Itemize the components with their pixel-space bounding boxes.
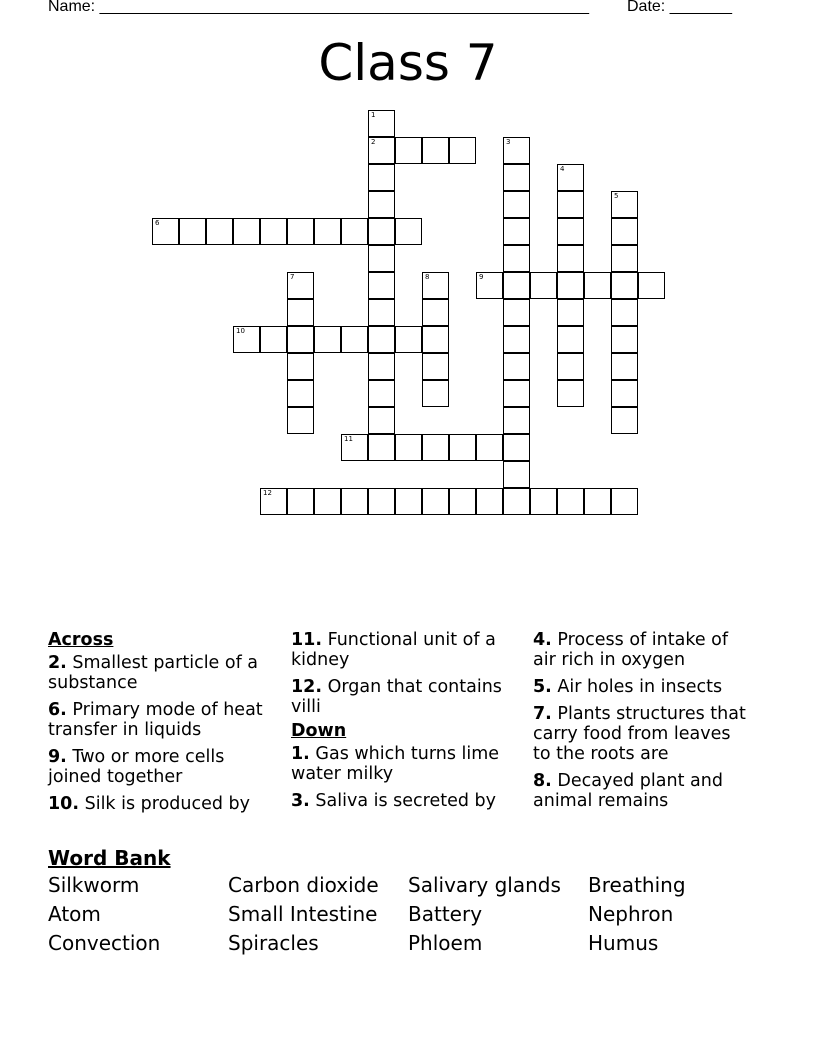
crossword-cell[interactable] xyxy=(449,488,476,515)
crossword-cell[interactable] xyxy=(503,164,530,191)
crossword-cell[interactable] xyxy=(260,218,287,245)
crossword-cell[interactable] xyxy=(341,488,368,515)
word-bank-item: Humus xyxy=(588,931,659,955)
word-bank-item: Phloem xyxy=(408,931,483,955)
crossword-cell[interactable] xyxy=(287,218,314,245)
word-bank-item: Breathing xyxy=(588,873,686,897)
crossword-cell[interactable] xyxy=(611,218,638,245)
page-title: Class 7 xyxy=(318,34,498,92)
crossword-cell[interactable] xyxy=(368,272,395,299)
crossword-cell[interactable] xyxy=(557,191,584,218)
crossword-cell[interactable] xyxy=(476,488,503,515)
crossword-cell[interactable] xyxy=(152,218,179,245)
header xyxy=(48,0,748,18)
crossword-cell[interactable] xyxy=(557,353,584,380)
crossword-cell[interactable] xyxy=(557,218,584,245)
crossword-cell[interactable] xyxy=(557,245,584,272)
crossword-cell[interactable] xyxy=(503,407,530,434)
clue-down-3: 3. Saliva is secreted by xyxy=(291,791,496,811)
crossword-cell[interactable] xyxy=(503,245,530,272)
crossword-cell[interactable] xyxy=(476,272,503,299)
clue-number: 12 xyxy=(263,489,272,497)
crossword-cell[interactable] xyxy=(422,299,449,326)
crossword-cell[interactable] xyxy=(557,326,584,353)
clues-column-2 xyxy=(291,630,507,818)
crossword-cell[interactable] xyxy=(314,326,341,353)
clue-across-10: 10. Silk is produced by xyxy=(48,794,251,814)
crossword-cell[interactable] xyxy=(287,488,314,515)
crossword-cell[interactable] xyxy=(287,407,314,434)
clue-across-2: 2. Smallest particle of a substance xyxy=(48,653,259,693)
crossword-cell[interactable] xyxy=(530,488,557,515)
crossword-cell[interactable] xyxy=(557,380,584,407)
crossword-cell[interactable] xyxy=(260,488,287,515)
clue-down-5: 5. Air holes in insects xyxy=(533,677,723,697)
crossword-cell[interactable] xyxy=(557,488,584,515)
crossword-cell[interactable] xyxy=(368,407,395,434)
crossword-cell[interactable] xyxy=(287,299,314,326)
crossword-cell[interactable] xyxy=(341,326,368,353)
crossword-cell[interactable] xyxy=(503,380,530,407)
crossword-cell[interactable] xyxy=(503,137,530,164)
crossword-cell[interactable] xyxy=(287,380,314,407)
crossword-cell[interactable] xyxy=(314,488,341,515)
crossword-cell[interactable] xyxy=(368,488,395,515)
crossword-cell[interactable] xyxy=(368,110,395,137)
clue-down-1: 1. Gas which turns lime water milky xyxy=(291,744,500,784)
crossword-cell[interactable] xyxy=(422,326,449,353)
clue-number: 6 xyxy=(155,219,160,227)
crossword-cell[interactable] xyxy=(368,434,395,461)
clue-down-7: 7. Plants structures that carry food from leaves to the roots are xyxy=(533,704,746,764)
clue-down-8: 8. Decayed plant and animal remains xyxy=(533,771,723,811)
word-bank-item: Small Intestine xyxy=(228,902,378,926)
word-bank-item: Convection xyxy=(48,931,161,955)
crossword-cell[interactable] xyxy=(611,191,638,218)
crossword-cell[interactable] xyxy=(557,299,584,326)
crossword-cell[interactable] xyxy=(611,380,638,407)
crossword-cell[interactable] xyxy=(368,353,395,380)
crossword-cell[interactable] xyxy=(449,137,476,164)
crossword-cell[interactable] xyxy=(584,488,611,515)
clues-column-3 xyxy=(533,630,753,818)
crossword-cell[interactable] xyxy=(422,353,449,380)
crossword-cell[interactable] xyxy=(395,434,422,461)
down-heading: Down xyxy=(291,721,347,741)
crossword-cell[interactable] xyxy=(314,218,341,245)
crossword-cell[interactable] xyxy=(503,299,530,326)
clue-number: 1 xyxy=(371,111,376,119)
word-bank-item: Spiracles xyxy=(228,931,319,955)
crossword-cell[interactable] xyxy=(503,434,530,461)
crossword-cell[interactable] xyxy=(503,461,530,488)
crossword-cell[interactable] xyxy=(503,326,530,353)
crossword-cell[interactable] xyxy=(557,272,584,299)
crossword-cell[interactable] xyxy=(341,218,368,245)
word-bank-item: Carbon dioxide xyxy=(228,873,379,897)
crossword-cell[interactable] xyxy=(368,137,395,164)
crossword-cell[interactable] xyxy=(422,272,449,299)
clue-number: 7 xyxy=(290,273,295,281)
crossword-cell[interactable] xyxy=(233,326,260,353)
crossword-cell[interactable] xyxy=(638,272,665,299)
crossword-cell[interactable] xyxy=(395,488,422,515)
clue-number: 9 xyxy=(479,273,484,281)
crossword-cell[interactable] xyxy=(341,434,368,461)
crossword-cell[interactable] xyxy=(584,272,611,299)
clues-column-1 xyxy=(48,630,264,821)
crossword-cell[interactable] xyxy=(287,353,314,380)
crossword-cell[interactable] xyxy=(368,245,395,272)
crossword-cell[interactable] xyxy=(368,191,395,218)
crossword-cell[interactable] xyxy=(503,191,530,218)
clue-across-6: 6. Primary mode of heat transfer in liquids xyxy=(48,700,263,740)
word-bank-item: Nephron xyxy=(588,902,674,926)
crossword-cell[interactable] xyxy=(287,326,314,353)
word-bank xyxy=(48,874,768,955)
crossword-cell[interactable] xyxy=(233,218,260,245)
crossword-cell[interactable] xyxy=(395,326,422,353)
word-bank-item: Battery xyxy=(408,902,483,926)
crossword-cell[interactable] xyxy=(503,272,530,299)
clue-number: 3 xyxy=(506,138,511,146)
clue-number: 2 xyxy=(371,138,376,146)
across-heading: Across xyxy=(48,630,114,650)
word-bank-title: Word Bank xyxy=(48,846,171,870)
crossword-cell[interactable] xyxy=(287,272,314,299)
clue-across-9: 9. Two or more cells joined together xyxy=(48,747,225,787)
clue-number: 4 xyxy=(560,165,565,173)
clue-number: 10 xyxy=(236,327,245,335)
crossword-cell[interactable] xyxy=(503,488,530,515)
crossword-cell[interactable] xyxy=(530,272,557,299)
clue-down-4: 4. Process of intake of air rich in oxygen xyxy=(533,630,729,670)
date-field[interactable]: Date: _______ xyxy=(627,0,732,15)
crossword-cell[interactable] xyxy=(368,380,395,407)
crossword-cell[interactable] xyxy=(611,353,638,380)
name-field[interactable]: Name: _______________________________________________________ xyxy=(48,0,589,15)
crossword-cell[interactable] xyxy=(557,164,584,191)
crossword-cell[interactable] xyxy=(260,326,287,353)
clue-number: 11 xyxy=(344,435,353,443)
word-bank-item: Silkworm xyxy=(48,873,140,897)
word-bank-item: Salivary glands xyxy=(408,873,561,897)
crossword-cell[interactable] xyxy=(611,272,638,299)
clue-across-11: 11. Functional unit of a kidney xyxy=(291,630,496,670)
crossword-cell[interactable] xyxy=(179,218,206,245)
crossword-cell[interactable] xyxy=(206,218,233,245)
clue-across-12: 12. Organ that contains villi xyxy=(291,677,502,717)
crossword-cell[interactable] xyxy=(422,434,449,461)
crossword-cell[interactable] xyxy=(422,137,449,164)
crossword-cell[interactable] xyxy=(368,218,395,245)
crossword-cell[interactable] xyxy=(611,299,638,326)
crossword-cell[interactable] xyxy=(611,245,638,272)
crossword-cell[interactable] xyxy=(395,218,422,245)
crossword-cell[interactable] xyxy=(503,218,530,245)
clue-number: 5 xyxy=(614,192,619,200)
crossword-cell[interactable] xyxy=(368,299,395,326)
clue-number: 8 xyxy=(425,273,430,281)
crossword-cell[interactable] xyxy=(611,488,638,515)
crossword-cell[interactable] xyxy=(611,407,638,434)
crossword-cell[interactable] xyxy=(449,434,476,461)
crossword-cell[interactable] xyxy=(368,326,395,353)
crossword-cell[interactable] xyxy=(422,488,449,515)
crossword-cell[interactable] xyxy=(476,434,503,461)
word-bank-item: Atom xyxy=(48,902,101,926)
crossword-cell[interactable] xyxy=(611,326,638,353)
crossword-cell[interactable] xyxy=(503,353,530,380)
crossword-cell[interactable] xyxy=(368,164,395,191)
crossword-cell[interactable] xyxy=(422,380,449,407)
crossword-cell[interactable] xyxy=(395,137,422,164)
